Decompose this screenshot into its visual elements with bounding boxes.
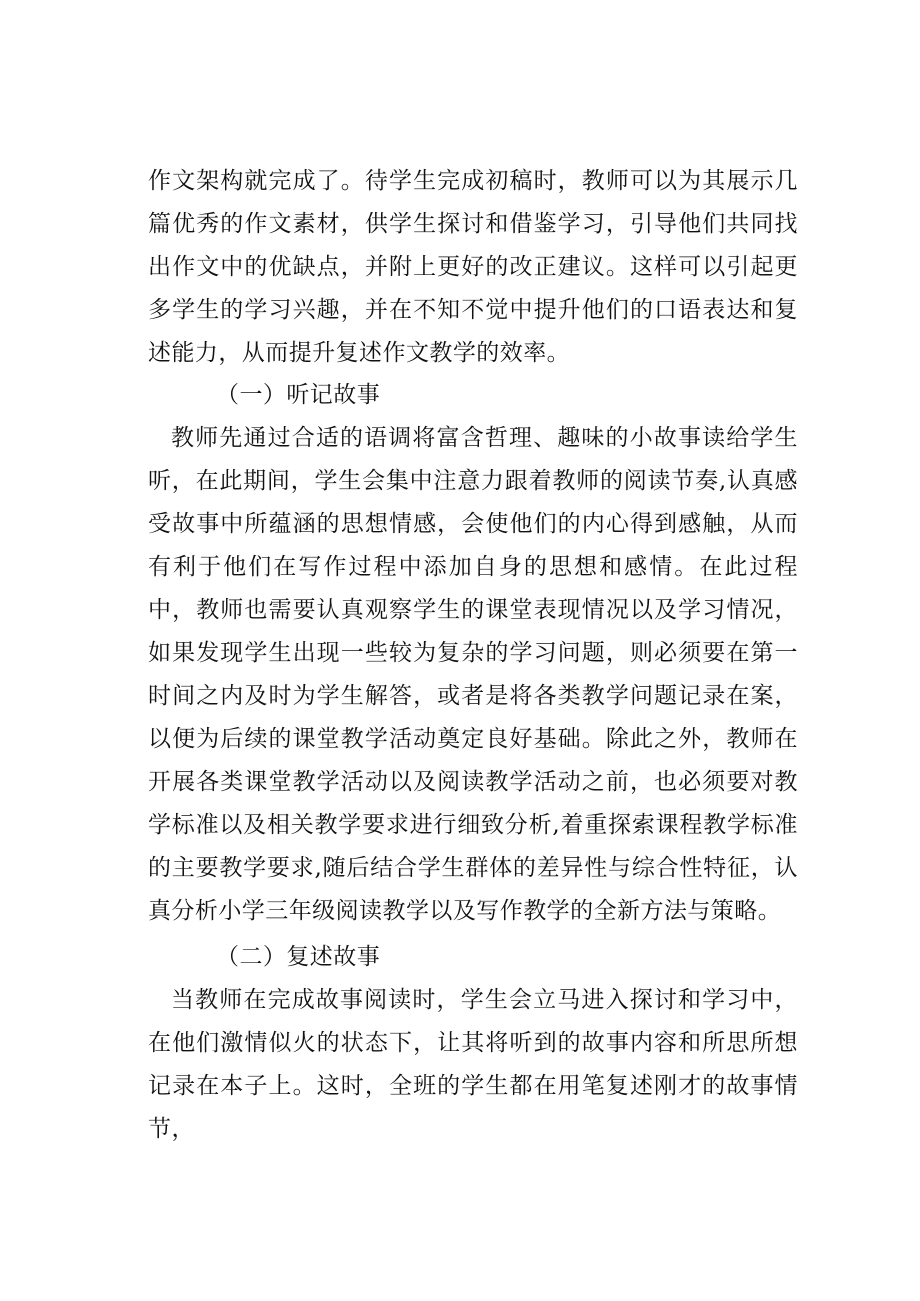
section-heading-1: （一）听记故事 <box>216 382 381 408</box>
section-listen-record-story <box>148 374 798 933</box>
paragraph-intro: 作文架构就完成了。待学生完成初稿时，教师可以为其展示几篇优秀的作文素材，供学生探讨和借鉴学习，引导他们共同找出作文中的优缺点，并附上更好的改正建议。这样可以引起更多学生的学习兴趣，并在不知不觉中提升他们的口语表达和复述能力，从而提升复述作文教学的效率。 <box>148 168 798 366</box>
section-retell-story <box>148 936 798 1151</box>
section-heading-2: （二）复述故事 <box>216 944 381 970</box>
paragraph-section-2: 当教师在完成故事阅读时，学生会立马进入探讨和学习中，在他们激情似火的状态下，让其将听到的故事内容和所思所想记录在本子上。这时，全班的学生都在用笔复述刚才的故事情节， <box>148 987 798 1142</box>
paragraph-section-1: 教师先通过合适的语调将富含哲理、趣味的小故事读给学生听，在此期间，学生会集中注意力跟着教师的阅读节奏,认真感受故事中所蕴涵的思想情感，会使他们的内心得到感触，从而有利于他们在写作过程中添加自身的思想和感情。在此过程中，教师也需要认真观察学生的课堂表现情况以及学习情况，如果发现学生出现一些较为复杂的学习问题，则必须要在第一时间之内及时为学生解答，或者是将各类教学问题记录在案，以便为后续的课堂教学活动奠定良好基础。除此之外，教师在开展各类课堂教学活动以及阅读教学活动之前，也必须要对教学标准以及相关教学要求进行细致分析,着重探索课程教学标准的主要教学要求,随后结合学生群体的差异性与综合性特征，认真分析小学三年级阅读教学以及写作教学的全新方法与策略。 <box>148 425 798 924</box>
text-block-intro <box>148 160 798 375</box>
